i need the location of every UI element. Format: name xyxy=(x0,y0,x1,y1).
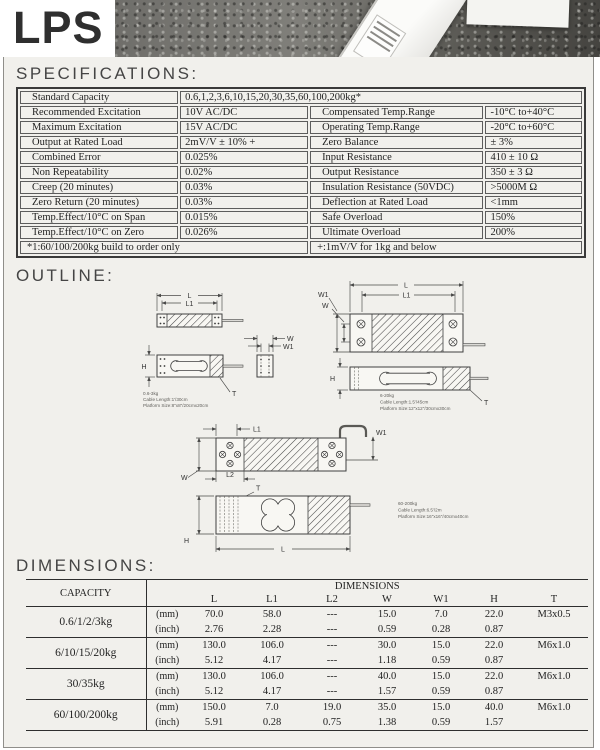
spec-label-cell: Maximum Excitation xyxy=(20,121,178,134)
end-view xyxy=(257,355,273,377)
dim-value-cell: 7.0 xyxy=(414,607,468,623)
dim-value-cell: 150.0 xyxy=(188,700,240,716)
dim-H xyxy=(142,345,156,387)
dim-W-W1 xyxy=(244,335,294,352)
spec-value-cell: 0.015% xyxy=(180,211,308,224)
spec-label-cell: Standard Capacity xyxy=(20,91,178,104)
dim-value-cell: --- xyxy=(326,686,338,697)
spec-label-cell: Operating Temp.Range xyxy=(310,121,483,134)
spec-value-cell: <1mm xyxy=(485,196,582,209)
dim-W xyxy=(181,438,216,482)
dim-value-cell: 15.0 xyxy=(414,638,468,654)
svg-text:L: L xyxy=(281,546,285,554)
svg-text:Cable Length:1'/30cm: Cable Length:1'/30cm xyxy=(143,397,188,402)
outline-drawing-small xyxy=(140,292,320,427)
dim-value-cell: 130.0 xyxy=(188,638,240,654)
dim-value-cell: 30.0 xyxy=(360,638,414,654)
spec-label-cell: Safe Overload xyxy=(310,211,483,224)
col-header-L: L xyxy=(188,593,240,607)
thread-cell: M3x0.5 xyxy=(520,607,588,623)
unit-cell: (inch) xyxy=(155,655,180,666)
dim-value-cell: 0.87 xyxy=(484,686,504,697)
svg-text:W1: W1 xyxy=(318,292,329,299)
dim-value-cell: --- xyxy=(326,655,338,666)
capacity-cell: 6/10/15/20kg xyxy=(26,638,146,669)
unit-header-cell xyxy=(146,593,188,607)
capacity-header-cell: CAPACITY xyxy=(26,580,146,607)
dim-value-cell: 106.0 xyxy=(240,638,304,654)
thread-cell xyxy=(520,653,588,669)
dim-value-cell: 0.59 xyxy=(431,686,451,697)
thread-cell: M6x1.0 xyxy=(520,638,588,654)
spec-label-cell: Output Resistance xyxy=(310,166,483,179)
dim-value-cell: 0.87 xyxy=(484,624,504,635)
spec-value-cell: 2mV/V ± 10% + xyxy=(180,136,308,149)
spec-footnote-row xyxy=(20,241,582,254)
specifications-section xyxy=(4,57,593,258)
spec-footnote-left: *1:60/100/200kg build to order only xyxy=(20,241,308,254)
spec-label-cell: Output at Rated Load xyxy=(20,136,178,149)
thread-cell: M6x1.0 xyxy=(520,669,588,685)
unit-cell: (inch) xyxy=(155,717,180,728)
spec-label-cell: Non Repeatability xyxy=(20,166,178,179)
svg-text:Platform Size:8"x8"/20cmx20cm: Platform Size:8"x8"/20cmx20cm xyxy=(143,403,209,408)
dim-value-cell: 1.57 xyxy=(377,686,397,697)
outline-drawing-large xyxy=(150,422,510,582)
svg-text:L1: L1 xyxy=(185,300,194,308)
dims-row-mm xyxy=(26,607,588,623)
dim-value-cell: 40.0 xyxy=(468,700,520,716)
unit-cell: (mm) xyxy=(146,669,188,685)
product-photo xyxy=(115,0,600,57)
col-header-T: T xyxy=(520,593,588,607)
dim-value-cell: 2.76 xyxy=(204,624,224,635)
dim-value-cell: 5.12 xyxy=(204,655,224,666)
capacity-cell: 60/100/200kg xyxy=(26,700,146,731)
col-header-L1: L1 xyxy=(240,593,304,607)
svg-text:Platform Size:12"x12"/30cmx30c: Platform Size:12"x12"/30cmx30cm xyxy=(380,406,451,411)
thread-cell: M6x1.0 xyxy=(520,700,588,716)
svg-text:Platform Size:16"x16"/40cmx40c: Platform Size:16"x16"/40cmx40cm xyxy=(398,514,469,519)
spec-row xyxy=(20,196,582,209)
dim-value-cell: 22.0 xyxy=(468,638,520,654)
dim-value-cell: 40.0 xyxy=(360,669,414,685)
header xyxy=(0,0,600,57)
dim-value-cell: 1.18 xyxy=(377,655,397,666)
spec-row xyxy=(20,91,582,104)
dim-value-cell: 58.0 xyxy=(240,607,304,623)
dim-L1 xyxy=(362,291,455,312)
spec-row xyxy=(20,226,582,239)
spec-label-cell: Zero Balance xyxy=(310,136,483,149)
dim-value-cell: 0.28 xyxy=(431,624,451,635)
capacity-cell: 0.6/1/2/3kg xyxy=(26,607,146,638)
spec-value-cell: 0.02% xyxy=(180,166,308,179)
spec-value-cell: 200% xyxy=(485,226,582,239)
dim-value-cell: 130.0 xyxy=(188,669,240,685)
cable-hook xyxy=(340,426,366,438)
dim-value-cell: --- xyxy=(304,669,360,685)
unit-cell: (inch) xyxy=(155,686,180,697)
dim-value-cell: 4.17 xyxy=(262,686,282,697)
dim-value-cell: 0.59 xyxy=(377,624,397,635)
dim-value-cell: 35.0 xyxy=(360,700,414,716)
outline-drawing-medium xyxy=(310,277,540,412)
spec-row xyxy=(20,151,582,164)
spec-value-cell: 410 ± 10 Ω xyxy=(485,151,582,164)
dim-value-cell: --- xyxy=(326,624,338,635)
dim-H xyxy=(330,358,348,399)
dim-value-cell: 106.0 xyxy=(240,669,304,685)
thread-cell xyxy=(520,684,588,700)
spec-row xyxy=(20,166,582,179)
dim-L xyxy=(216,536,350,554)
svg-text:T: T xyxy=(256,485,261,493)
unit-cell: (inch) xyxy=(155,624,180,635)
spec-value-cell: 350 ± 3 Ω xyxy=(485,166,582,179)
dim-value-cell: 7.0 xyxy=(240,700,304,716)
drawing-caption xyxy=(380,393,451,411)
content-frame xyxy=(3,57,594,748)
dim-T xyxy=(470,390,489,407)
unit-cell: (mm) xyxy=(146,607,188,623)
drawing-caption xyxy=(398,501,469,519)
svg-text:L2: L2 xyxy=(226,472,234,479)
svg-text:Cable Length:6.5'/2m: Cable Length:6.5'/2m xyxy=(398,507,442,513)
dim-value-cell: --- xyxy=(304,638,360,654)
dim-L1 xyxy=(203,424,261,436)
thread-cell xyxy=(520,715,588,731)
drawing-caption xyxy=(143,391,208,408)
svg-text:W: W xyxy=(181,475,188,482)
top-view xyxy=(216,438,346,471)
svg-text:L1: L1 xyxy=(402,292,411,300)
svg-text:W: W xyxy=(322,303,329,310)
svg-text:60-200kg: 60-200kg xyxy=(398,501,418,506)
svg-text:T: T xyxy=(484,400,489,407)
dim-value-cell: 15.0 xyxy=(414,700,468,716)
unit-cell: (mm) xyxy=(146,700,188,716)
dim-value-cell: 0.87 xyxy=(484,655,504,666)
spec-value-cell: ± 3% xyxy=(485,136,582,149)
spec-footnote-right: +:1mV/V for 1kg and below xyxy=(310,241,582,254)
svg-text:H: H xyxy=(330,376,336,383)
spec-label-cell: Combined Error xyxy=(20,151,178,164)
thread-cell xyxy=(520,622,588,638)
spec-label-cell: Temp.Effect/10°C on Span xyxy=(20,211,178,224)
dim-value-cell: 1.57 xyxy=(484,717,504,728)
spec-label-cell: Temp.Effect/10°C on Zero xyxy=(20,226,178,239)
white-block xyxy=(466,0,569,28)
svg-text:W1: W1 xyxy=(283,344,294,351)
specifications-table xyxy=(16,87,586,258)
svg-text:6-20kg: 6-20kg xyxy=(380,393,395,398)
load-cell-body xyxy=(319,0,483,57)
spec-value-cell: 0.6,1,2,3,6,10,15,20,30,35,60,100,200kg* xyxy=(180,91,582,104)
spec-label-cell: Compensated Temp.Range xyxy=(310,106,483,119)
dim-T xyxy=(220,378,237,398)
spec-label-cell: Insulation Resistance (50VDC) xyxy=(310,181,483,194)
dim-value-cell: 22.0 xyxy=(468,607,520,623)
spec-row xyxy=(20,181,582,194)
dim-value-cell: --- xyxy=(304,607,360,623)
svg-text:H: H xyxy=(141,364,147,371)
spec-label-cell: Zero Return (20 minutes) xyxy=(20,196,178,209)
svg-text:T: T xyxy=(232,391,237,398)
dim-value-cell: 0.59 xyxy=(431,717,451,728)
dim-value-cell: 15.0 xyxy=(414,669,468,685)
spec-value-cell: 15V AC/DC xyxy=(180,121,308,134)
dim-L2 xyxy=(205,471,255,482)
top-view xyxy=(350,314,485,352)
dim-L1 xyxy=(162,301,217,312)
dim-value-cell: 1.38 xyxy=(377,717,397,728)
specifications-heading: SPECIFICATIONS: xyxy=(16,64,199,83)
dim-value-cell: 19.0 xyxy=(304,700,360,716)
spec-value-cell: >5000M Ω xyxy=(485,181,582,194)
col-header-W: W xyxy=(360,593,414,607)
capacity-cell: 30/35kg xyxy=(26,669,146,700)
spec-label-cell: Creep (20 minutes) xyxy=(20,181,178,194)
top-view xyxy=(157,314,243,327)
dims-row-mm xyxy=(26,700,588,716)
svg-text:Cable Length:1.5'/45cm: Cable Length:1.5'/45cm xyxy=(380,399,429,405)
svg-text:0.6-3kg: 0.6-3kg xyxy=(143,391,159,396)
spec-row xyxy=(20,211,582,224)
spec-row xyxy=(20,121,582,134)
svg-text:L1: L1 xyxy=(253,426,261,434)
spec-value-cell: 0.03% xyxy=(180,181,308,194)
svg-text:L: L xyxy=(187,293,192,301)
dim-value-cell: 70.0 xyxy=(188,607,240,623)
dim-value-cell: 0.28 xyxy=(262,717,282,728)
dim-value-cell: 15.0 xyxy=(360,607,414,623)
spec-label-cell: Recommended Excitation xyxy=(20,106,178,119)
dim-value-cell: 0.75 xyxy=(322,717,342,728)
side-view xyxy=(216,496,370,534)
spec-label-cell: Deflection at Rated Load xyxy=(310,196,483,209)
svg-text:L: L xyxy=(404,282,408,290)
load-cell-spec-label xyxy=(353,14,406,57)
outline-heading: OUTLINE: xyxy=(16,266,115,285)
dim-value-cell: 5.12 xyxy=(204,686,224,697)
spec-value-cell: -10°C to+40°C xyxy=(485,106,582,119)
side-view xyxy=(350,367,488,390)
dim-value-cell: 0.59 xyxy=(431,655,451,666)
svg-text:W1: W1 xyxy=(376,430,387,437)
col-header-L2: L2 xyxy=(304,593,360,607)
spec-row xyxy=(20,136,582,149)
brand-logo: LPS xyxy=(13,2,104,53)
spec-label-cell: Ultimate Overload xyxy=(310,226,483,239)
col-header-H: H xyxy=(468,593,520,607)
dim-H xyxy=(184,496,214,545)
spec-value-cell: 0.03% xyxy=(180,196,308,209)
dim-W-W1 xyxy=(318,292,350,352)
dimensions-table xyxy=(26,579,588,731)
svg-text:H: H xyxy=(184,538,190,545)
svg-text:W: W xyxy=(287,336,294,343)
spec-value-cell: 0.025% xyxy=(180,151,308,164)
dim-value-cell: 5.91 xyxy=(204,717,224,728)
front-view xyxy=(157,355,243,377)
dimensions-heading: DIMENSIONS: xyxy=(16,556,156,575)
spec-label-cell: Input Resistance xyxy=(310,151,483,164)
spec-row xyxy=(20,106,582,119)
dim-value-cell: 22.0 xyxy=(468,669,520,685)
spec-value-cell: 0.026% xyxy=(180,226,308,239)
dims-row-mm xyxy=(26,638,588,654)
outline-section xyxy=(4,258,593,554)
dim-value-cell: 2.28 xyxy=(262,624,282,635)
spec-value-cell: 10V AC/DC xyxy=(180,106,308,119)
spec-value-cell: 150% xyxy=(485,211,582,224)
unit-cell: (mm) xyxy=(146,638,188,654)
col-header-W1: W1 xyxy=(414,593,468,607)
dimensions-span-header: DIMENSIONS xyxy=(334,581,400,592)
spec-value-cell: -20°C to+60°C xyxy=(485,121,582,134)
dim-value-cell: 4.17 xyxy=(262,655,282,666)
dims-row-mm xyxy=(26,669,588,685)
